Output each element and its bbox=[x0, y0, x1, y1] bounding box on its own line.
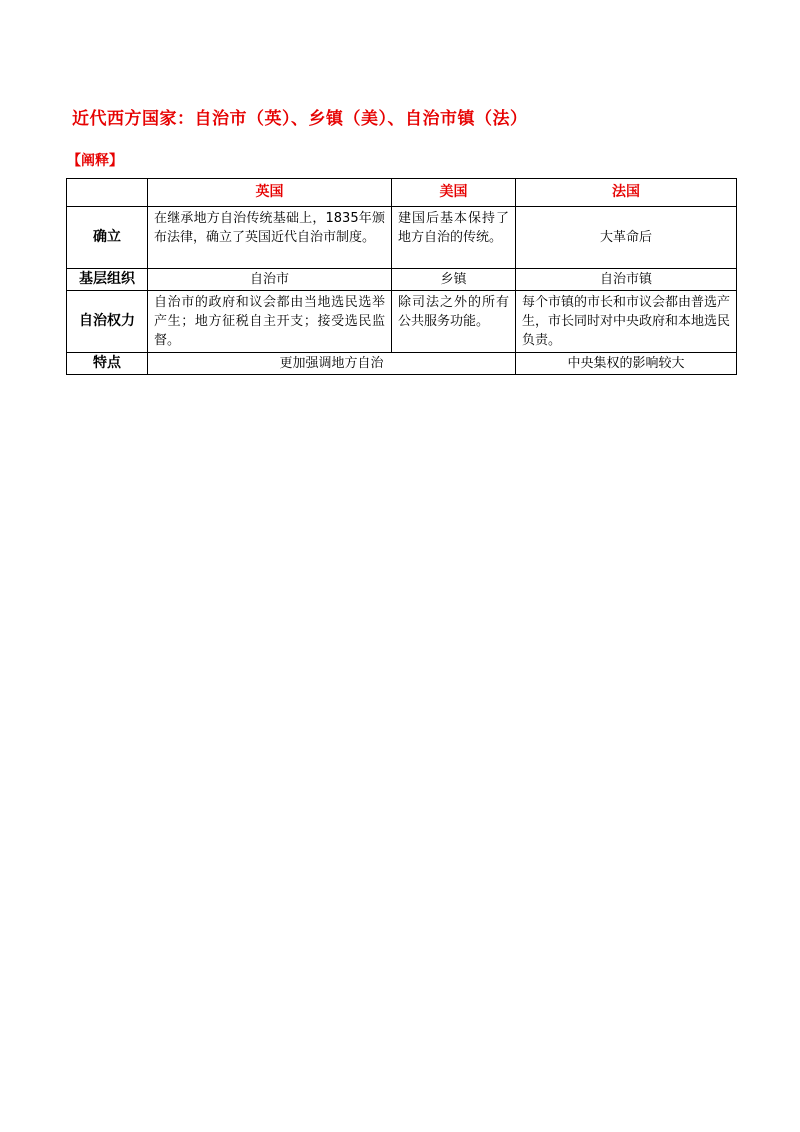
table-row-basic-organization bbox=[67, 269, 737, 291]
header-uk: 英国 bbox=[148, 179, 392, 207]
cell-establishment-us: 建国后基本保持了地方自治的传统。 bbox=[392, 207, 516, 269]
cell-autonomy-uk: 自治市的政府和议会都由当地选民选举产生；地方征税自主开支；接受选民监督。 bbox=[148, 291, 392, 353]
row-label-establishment: 确立 bbox=[67, 207, 148, 269]
table-row-features bbox=[67, 353, 737, 375]
row-label-autonomy-power: 自治权力 bbox=[67, 291, 148, 353]
table-row-autonomy-power bbox=[67, 291, 737, 353]
row-label-basic-organization: 基层组织 bbox=[67, 269, 148, 291]
cell-basic-org-uk: 自治市 bbox=[148, 269, 392, 291]
cell-establishment-uk: 在继承地方自治传统基础上，1835年颁布法律，确立了英国近代自治市制度。 bbox=[148, 207, 392, 269]
header-blank bbox=[67, 179, 148, 207]
cell-features-uk-us: 更加强调地方自治 bbox=[148, 353, 516, 375]
cell-basic-org-france: 自治市镇 bbox=[516, 269, 737, 291]
table-header-row bbox=[67, 179, 737, 207]
cell-basic-org-us: 乡镇 bbox=[392, 269, 516, 291]
header-us: 美国 bbox=[392, 179, 516, 207]
comparison-table bbox=[66, 178, 737, 375]
row-label-features: 特点 bbox=[67, 353, 148, 375]
cell-establishment-france: 大革命后 bbox=[516, 207, 737, 269]
section-label-explanation: 【阐释】 bbox=[67, 153, 123, 169]
table-row-establishment bbox=[67, 207, 737, 269]
cell-autonomy-us: 除司法之外的所有公共服务功能。 bbox=[392, 291, 516, 353]
cell-features-france: 中央集权的影响较大 bbox=[516, 353, 737, 375]
header-france: 法国 bbox=[516, 179, 737, 207]
page-title: 近代西方国家：自治市（英）、乡镇（美）、自治市镇（法） bbox=[72, 109, 528, 129]
cell-autonomy-france: 每个市镇的市长和市议会都由普选产生，市长同时对中央政府和本地选民负责。 bbox=[516, 291, 737, 353]
